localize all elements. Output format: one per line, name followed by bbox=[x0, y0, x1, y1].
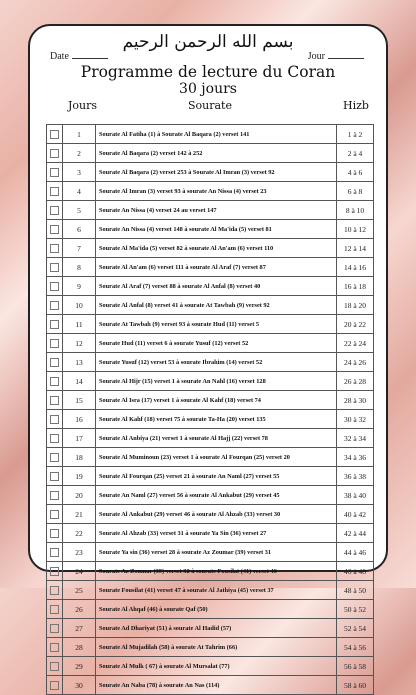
column-headers bbox=[30, 99, 386, 112]
day-checkbox[interactable] bbox=[50, 548, 59, 557]
hizb-range: 6 à 8 bbox=[337, 182, 374, 201]
column-header-sourate: Sourate bbox=[188, 99, 232, 112]
day-number: 11 bbox=[63, 315, 96, 334]
column-header-hizb: Hizb bbox=[343, 99, 369, 112]
reading-table bbox=[46, 124, 374, 695]
day-number: 29 bbox=[63, 657, 96, 676]
checkbox-cell bbox=[47, 277, 63, 296]
checkbox-cell bbox=[47, 125, 63, 144]
hizb-range: 40 à 42 bbox=[337, 505, 374, 524]
day-number: 17 bbox=[63, 429, 96, 448]
day-number: 25 bbox=[63, 581, 96, 600]
hizb-range: 48 à 50 bbox=[337, 581, 374, 600]
sourate-range: Sourate An Naml (27) verset 56 à sourate Al Ankabut (29) verset 45 bbox=[96, 486, 337, 505]
table-row bbox=[47, 125, 374, 144]
sourate-range: Sourate Hud (11) verset 6 à sourate Yusuf (12) verset 52 bbox=[96, 334, 337, 353]
checkbox-cell bbox=[47, 182, 63, 201]
table-row bbox=[47, 353, 374, 372]
checkbox-cell bbox=[47, 562, 63, 581]
hizb-range: 18 à 20 bbox=[337, 296, 374, 315]
sourate-range: Sourate Al Isra (17) verset 1 à sourate Al Kahf (18) verset 74 bbox=[96, 391, 337, 410]
checkbox-cell bbox=[47, 619, 63, 638]
table-row bbox=[47, 619, 374, 638]
column-header-jours: Jours bbox=[68, 99, 98, 112]
sourate-range: Sourate Al Fourqan (25) verset 21 à sourate An Naml (27) verset 55 bbox=[96, 467, 337, 486]
table-row bbox=[47, 163, 374, 182]
day-checkbox[interactable] bbox=[50, 624, 59, 633]
day-number: 7 bbox=[63, 239, 96, 258]
day-number: 23 bbox=[63, 543, 96, 562]
checkbox-cell bbox=[47, 391, 63, 410]
table-row bbox=[47, 543, 374, 562]
table-row bbox=[47, 372, 374, 391]
table-row bbox=[47, 410, 374, 429]
day-checkbox[interactable] bbox=[50, 320, 59, 329]
table-row bbox=[47, 486, 374, 505]
hizb-range: 50 à 52 bbox=[337, 600, 374, 619]
day-checkbox[interactable] bbox=[50, 396, 59, 405]
hizb-range: 2 à 4 bbox=[337, 144, 374, 163]
day-number: 27 bbox=[63, 619, 96, 638]
table-row bbox=[47, 467, 374, 486]
hizb-range: 46 à 48 bbox=[337, 562, 374, 581]
hizb-range: 58 à 60 bbox=[337, 676, 374, 695]
day-checkbox[interactable] bbox=[50, 244, 59, 253]
day-number: 5 bbox=[63, 201, 96, 220]
day-number: 19 bbox=[63, 467, 96, 486]
sourate-range: Sourate Al Mulk ( 67) à sourate Al Mursalat (77) bbox=[96, 657, 337, 676]
day-checkbox[interactable] bbox=[50, 149, 59, 158]
day-number: 8 bbox=[63, 258, 96, 277]
checkbox-cell bbox=[47, 296, 63, 315]
hizb-range: 20 à 22 bbox=[337, 315, 374, 334]
checkbox-cell bbox=[47, 657, 63, 676]
day-number: 16 bbox=[63, 410, 96, 429]
sourate-range: Sourate Al Imran (3) verset 93 à sourate An Nissa (4) verset 23 bbox=[96, 182, 337, 201]
table-row bbox=[47, 182, 374, 201]
hizb-range: 44 à 46 bbox=[337, 543, 374, 562]
day-checkbox[interactable] bbox=[50, 567, 59, 576]
sourate-range: Sourate Al Araf (7) verset 88 à sourate Al Anfal (8) verset 40 bbox=[96, 277, 337, 296]
sourate-range: Sourate Al Mujadilah (58) à sourate At Tahrim (66) bbox=[96, 638, 337, 657]
sourate-range: Sourate Al Ahqaf (46) à sourate Qaf (50) bbox=[96, 600, 337, 619]
hizb-range: 42 à 44 bbox=[337, 524, 374, 543]
day-checkbox[interactable] bbox=[50, 453, 59, 462]
day-number: 4 bbox=[63, 182, 96, 201]
checkbox-cell bbox=[47, 543, 63, 562]
sourate-range: Sourate Az Zoumar (39) verset 32 à sourate Fousilat (41) verset 46 bbox=[96, 562, 337, 581]
day-checkbox[interactable] bbox=[50, 130, 59, 139]
day-checkbox[interactable] bbox=[50, 662, 59, 671]
day-checkbox[interactable] bbox=[50, 263, 59, 272]
header bbox=[30, 26, 386, 66]
hizb-range: 4 à 6 bbox=[337, 163, 374, 182]
table-row bbox=[47, 277, 374, 296]
sourate-range: Sourate Ad Dhariyat (51) à sourate Al Hadid (57) bbox=[96, 619, 337, 638]
day-checkbox[interactable] bbox=[50, 605, 59, 614]
sourate-range: Sourate Al Baqara (2) verset 253 à Sourate Al Imran (3) verset 92 bbox=[96, 163, 337, 182]
hizb-range: 38 à 40 bbox=[337, 486, 374, 505]
table-row bbox=[47, 220, 374, 239]
table-row bbox=[47, 296, 374, 315]
sourate-range: Sourate Al Ahzab (33) verset 31 à sourate Ya Sin (36) verset 27 bbox=[96, 524, 337, 543]
day-number: 24 bbox=[63, 562, 96, 581]
checkbox-cell bbox=[47, 467, 63, 486]
hizb-range: 36 à 38 bbox=[337, 467, 374, 486]
day-field[interactable] bbox=[308, 50, 364, 62]
day-number: 2 bbox=[63, 144, 96, 163]
hizb-range: 16 à 18 bbox=[337, 277, 374, 296]
sourate-range: Sourate Al Ankabut (29) verset 46 à sourate Al Ahzab (33) verset 30 bbox=[96, 505, 337, 524]
hizb-range: 28 à 30 bbox=[337, 391, 374, 410]
sourate-range: Sourate Al Hijr (15) verset 1 à sourate An Nahl (16) verset 128 bbox=[96, 372, 337, 391]
day-checkbox[interactable] bbox=[50, 225, 59, 234]
hizb-range: 54 à 56 bbox=[337, 638, 374, 657]
checkbox-cell bbox=[47, 429, 63, 448]
day-number: 30 bbox=[63, 676, 96, 695]
day-line bbox=[328, 50, 364, 59]
checkbox-cell bbox=[47, 676, 63, 695]
hizb-range: 8 à 10 bbox=[337, 201, 374, 220]
day-number: 13 bbox=[63, 353, 96, 372]
checkbox-cell bbox=[47, 315, 63, 334]
table-row bbox=[47, 239, 374, 258]
sourate-range: Sourate An Naba (78) à sourate An Nas (114) bbox=[96, 676, 337, 695]
hizb-range: 26 à 28 bbox=[337, 372, 374, 391]
hizb-range: 22 à 24 bbox=[337, 334, 374, 353]
checkbox-cell bbox=[47, 581, 63, 600]
hizb-range: 52 à 54 bbox=[337, 619, 374, 638]
day-checkbox[interactable] bbox=[50, 206, 59, 215]
day-number: 26 bbox=[63, 600, 96, 619]
checkbox-cell bbox=[47, 372, 63, 391]
table-row bbox=[47, 676, 374, 695]
day-checkbox[interactable] bbox=[50, 643, 59, 652]
table-row bbox=[47, 505, 374, 524]
sourate-range: Sourate Fousilat (41) verset 47 à sourate Al Jathiya (45) verset 37 bbox=[96, 581, 337, 600]
day-checkbox[interactable] bbox=[50, 415, 59, 424]
table-row bbox=[47, 638, 374, 657]
table-row bbox=[47, 258, 374, 277]
day-checkbox[interactable] bbox=[50, 339, 59, 348]
table-row bbox=[47, 315, 374, 334]
bismillah-calligraphy: بسم الله الرحمن الرحيم bbox=[122, 32, 294, 52]
checkbox-cell bbox=[47, 486, 63, 505]
hizb-range: 24 à 26 bbox=[337, 353, 374, 372]
day-number: 14 bbox=[63, 372, 96, 391]
day-number: 20 bbox=[63, 486, 96, 505]
checkbox-cell bbox=[47, 353, 63, 372]
sourate-range: Sourate Al Baqara (2) verset 142 à 252 bbox=[96, 144, 337, 163]
table-row bbox=[47, 391, 374, 410]
table-row bbox=[47, 429, 374, 448]
sourate-range: Sourate Ya sin (36) verset 28 à sourate Az Zoumar (39) verset 31 bbox=[96, 543, 337, 562]
sourate-range: Sourate An Nissa (4) verset 24 au verset 147 bbox=[96, 201, 337, 220]
day-checkbox[interactable] bbox=[50, 358, 59, 367]
day-checkbox[interactable] bbox=[50, 434, 59, 443]
day-label: Jour bbox=[307, 51, 325, 62]
day-number: 3 bbox=[63, 163, 96, 182]
table-row bbox=[47, 144, 374, 163]
sourate-range: Sourate Al Fatiha (1) à Sourate Al Baqara (2) verset 141 bbox=[96, 125, 337, 144]
table-row bbox=[47, 581, 374, 600]
day-checkbox[interactable] bbox=[50, 529, 59, 538]
day-number: 1 bbox=[63, 125, 96, 144]
hizb-range: 12 à 14 bbox=[337, 239, 374, 258]
sourate-range: Sourate Al Kahf (18) verset 75 à sourate Ta-Ha (20) verset 135 bbox=[96, 410, 337, 429]
sourate-range: Sourate Al Muminoun (23) verset 1 à sourate Al Fourqan (25) verset 20 bbox=[96, 448, 337, 467]
day-number: 9 bbox=[63, 277, 96, 296]
table-row bbox=[47, 448, 374, 467]
sourate-range: Sourate At Tawbah (9) verset 93 à sourate Hud (11) verset 5 bbox=[96, 315, 337, 334]
day-checkbox[interactable] bbox=[50, 187, 59, 196]
day-number: 21 bbox=[63, 505, 96, 524]
checkbox-cell bbox=[47, 220, 63, 239]
checkbox-cell bbox=[47, 163, 63, 182]
checkbox-cell bbox=[47, 505, 63, 524]
checkbox-cell bbox=[47, 144, 63, 163]
table-row bbox=[47, 600, 374, 619]
day-checkbox[interactable] bbox=[50, 377, 59, 386]
day-number: 18 bbox=[63, 448, 96, 467]
date-field[interactable] bbox=[50, 50, 108, 62]
checkbox-cell bbox=[47, 334, 63, 353]
hizb-range: 14 à 16 bbox=[337, 258, 374, 277]
day-checkbox[interactable] bbox=[50, 168, 59, 177]
table-row bbox=[47, 524, 374, 543]
day-number: 10 bbox=[63, 296, 96, 315]
day-number: 15 bbox=[63, 391, 96, 410]
checkbox-cell bbox=[47, 258, 63, 277]
checkbox-cell bbox=[47, 600, 63, 619]
hizb-range: 1 à 2 bbox=[337, 125, 374, 144]
hizb-range: 56 à 58 bbox=[337, 657, 374, 676]
checkbox-cell bbox=[47, 201, 63, 220]
hizb-range: 34 à 36 bbox=[337, 448, 374, 467]
day-number: 12 bbox=[63, 334, 96, 353]
sourate-range: Sourate Yusuf (12) verset 53 à sourate Ibrahim (14) verset 52 bbox=[96, 353, 337, 372]
checkbox-cell bbox=[47, 638, 63, 657]
checkbox-cell bbox=[47, 524, 63, 543]
checkbox-cell bbox=[47, 448, 63, 467]
day-checkbox[interactable] bbox=[50, 301, 59, 310]
sourate-range: Sourate An Nissa (4) verset 148 à sourate Al Ma'ida (5) verset 81 bbox=[96, 220, 337, 239]
sourate-range: Sourate Al An'am (6) verset 111 à sourate Al Araf (7) verset 87 bbox=[96, 258, 337, 277]
sourate-range: Sourate Al Anbiya (21) verset 1 à sourate Al Hajj (22) verset 78 bbox=[96, 429, 337, 448]
day-number: 6 bbox=[63, 220, 96, 239]
day-number: 28 bbox=[63, 638, 96, 657]
table-row bbox=[47, 562, 374, 581]
sourate-range: Sourate Al Anfal (8) verset 41 à sourate At Tawbah (9) verset 92 bbox=[96, 296, 337, 315]
day-checkbox[interactable] bbox=[50, 472, 59, 481]
table-row bbox=[47, 657, 374, 676]
day-number: 22 bbox=[63, 524, 96, 543]
hizb-range: 10 à 12 bbox=[337, 220, 374, 239]
table-row bbox=[47, 334, 374, 353]
table-row bbox=[47, 201, 374, 220]
checkbox-cell bbox=[47, 410, 63, 429]
day-checkbox[interactable] bbox=[50, 282, 59, 291]
day-checkbox[interactable] bbox=[50, 586, 59, 595]
page-title: Programme de lecture du Coran bbox=[80, 63, 336, 81]
day-checkbox[interactable] bbox=[50, 491, 59, 500]
hizb-range: 32 à 34 bbox=[337, 429, 374, 448]
reading-plan-card bbox=[28, 24, 388, 690]
date-label: Date bbox=[50, 51, 69, 62]
page-subtitle: 30 jours bbox=[179, 81, 237, 97]
day-checkbox[interactable] bbox=[50, 681, 59, 690]
checkbox-cell bbox=[47, 239, 63, 258]
day-checkbox[interactable] bbox=[50, 510, 59, 519]
sourate-range: Sourate Al Ma'ida (5) verset 82 à sourate Al An'am (6) verset 110 bbox=[96, 239, 337, 258]
date-line bbox=[72, 50, 108, 59]
hizb-range: 30 à 32 bbox=[337, 410, 374, 429]
